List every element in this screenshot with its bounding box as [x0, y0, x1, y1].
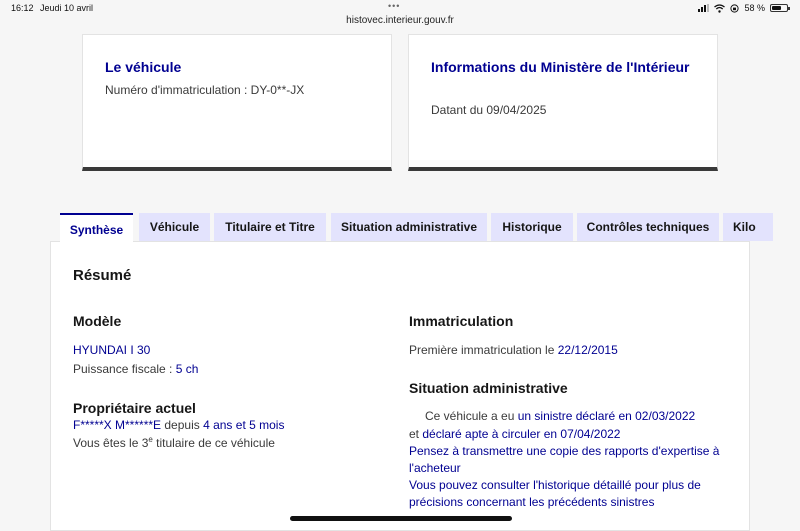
owner-rank-sup: e [148, 435, 153, 444]
home-indicator[interactable] [290, 516, 512, 521]
fiscal-power-value: 5 ch [175, 362, 199, 376]
expertise-advice-line-1[interactable]: Pensez à transmettre une copie des rapports d'expertise à [409, 444, 720, 458]
admin-line-1 [425, 409, 695, 423]
tab-kilometrage[interactable]: Kilo [723, 213, 773, 241]
plate-number: Numéro d'immatriculation : DY-0**-JX [105, 83, 305, 97]
ministry-card-title[interactable]: Informations du Ministère de l'Intérieur [431, 59, 690, 75]
owner-since-label: depuis [161, 418, 204, 432]
wifi-icon [714, 4, 725, 13]
first-registration-label: Première immatriculation le [409, 343, 558, 357]
address-bar-url[interactable]: histovec.interieur.gouv.fr [346, 15, 454, 26]
ministry-date: Datant du 09/04/2025 [431, 103, 547, 117]
model-name: HYUNDAI I 30 [73, 343, 151, 357]
owner-heading: Propriétaire actuel [73, 400, 196, 416]
fit-to-drive-link[interactable]: déclaré apte à circuler en 07/04/2022 [422, 427, 621, 441]
admin-heading: Situation administrative [409, 380, 568, 396]
admin-line-1-prefix: Ce véhicule a eu [425, 409, 518, 423]
status-indicators [698, 3, 788, 13]
fiscal-power-label: Puissance fiscale : [73, 362, 176, 376]
owner-rank-prefix: Vous êtes le 3 [73, 436, 149, 450]
ministry-card [408, 34, 718, 171]
battery-percentage: 58 % [744, 3, 765, 13]
history-advice-line-2[interactable]: précisions concernant les précédents sinistres [409, 495, 655, 509]
tab-controles-techniques[interactable]: Contrôles techniques [577, 213, 719, 241]
tab-historique[interactable]: Historique [491, 213, 573, 241]
vehicle-card-title[interactable]: Le véhicule [105, 59, 182, 75]
owner-rank [73, 435, 275, 450]
tab-situation-administrative[interactable]: Situation administrative [331, 213, 487, 241]
status-time: 16:12 [11, 3, 34, 13]
admin-line-2-prefix: et [409, 427, 423, 441]
fiscal-power [73, 362, 198, 376]
model-heading: Modèle [73, 313, 122, 329]
status-date: Jeudi 10 avril [40, 3, 94, 13]
history-advice-line-1[interactable]: Vous pouvez consulter l'historique détaillé pour plus de [409, 478, 701, 492]
registration-heading: Immatriculation [409, 313, 514, 329]
tab-bar [60, 213, 756, 243]
first-registration [409, 343, 618, 357]
claim-link[interactable]: un sinistre déclaré en 02/03/2022 [517, 409, 696, 423]
summary-panel [50, 241, 750, 531]
status-bar [0, 0, 800, 32]
admin-line-2 [409, 427, 620, 441]
cellular-signal-icon [698, 4, 709, 12]
more-dots-icon[interactable]: ••• [388, 1, 401, 11]
summary-heading: Résumé [73, 267, 132, 284]
tab-synthese[interactable]: Synthèse [60, 213, 133, 244]
first-registration-date: 22/12/2015 [557, 343, 618, 357]
tab-titulaire-titre[interactable]: Titulaire et Titre [214, 213, 326, 241]
orientation-lock-icon [730, 4, 739, 13]
expertise-advice-line-2[interactable]: l'acheteur [409, 461, 461, 475]
owner-rank-suffix: titulaire de ce véhicule [152, 436, 275, 450]
owner-name: F*****X M******E [73, 418, 162, 432]
tab-vehicule[interactable]: Véhicule [139, 213, 210, 241]
vehicle-card [82, 34, 392, 171]
battery-icon [770, 4, 788, 12]
owner-line [73, 418, 284, 432]
owner-since-value: 4 ans et 5 mois [203, 418, 285, 432]
